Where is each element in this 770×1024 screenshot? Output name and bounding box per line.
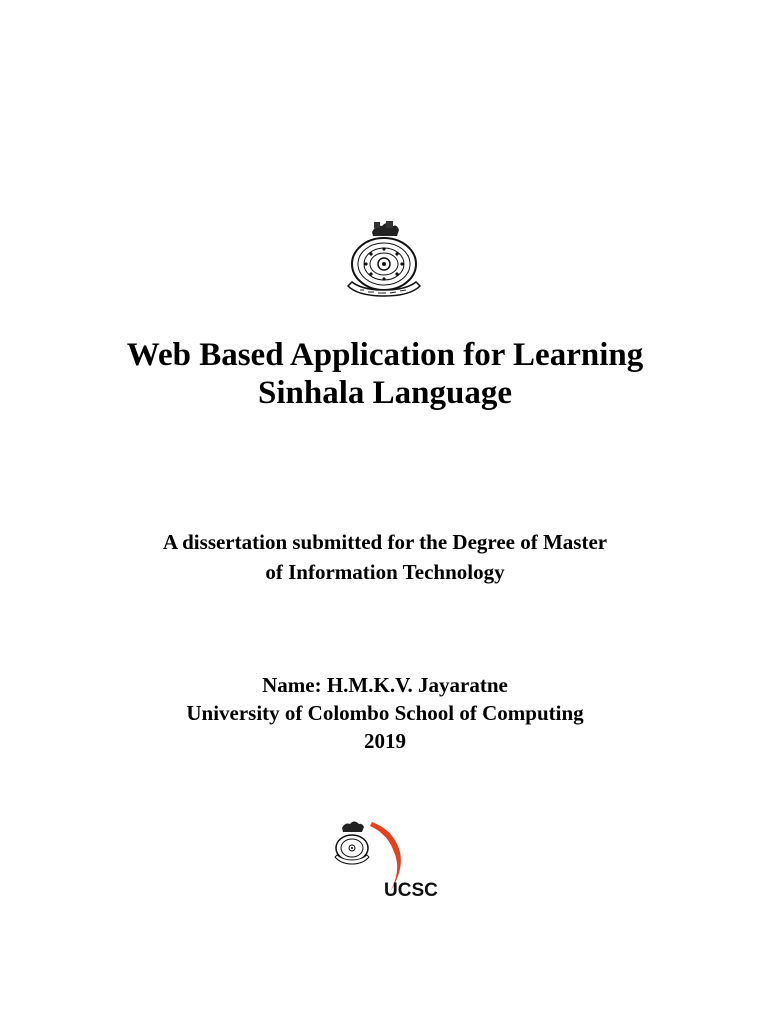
degree-statement-line-2: of Information Technology <box>265 560 505 584</box>
submission-year: 2019 <box>364 729 406 753</box>
degree-statement-line-1: A dissertation submitted for the Degree of Master <box>162 530 608 554</box>
dissertation-title <box>0 336 770 412</box>
title-line-2: Sinhala Language <box>257 375 512 411</box>
ucsc-logo-icon <box>332 818 440 902</box>
title-line-1: Web Based Application for Learning <box>126 337 644 373</box>
author-block <box>0 671 770 755</box>
degree-statement <box>0 527 770 587</box>
author-name: Name: H.M.K.V. Jayaratne <box>262 673 508 697</box>
institution-name: University of Colombo School of Computing <box>186 701 584 725</box>
university-crest-icon <box>340 218 428 300</box>
ucsc-logo-text: UCSC <box>384 880 438 901</box>
